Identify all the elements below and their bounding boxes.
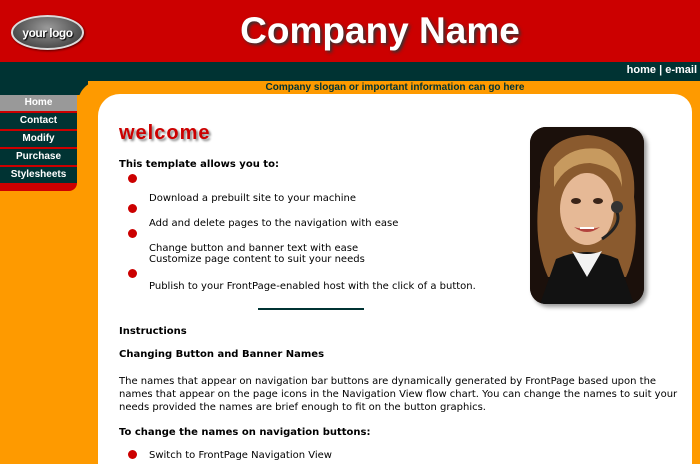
nav-stylesheets[interactable]: Stylesheets [0, 167, 77, 183]
header-banner [0, 0, 700, 62]
nav-bar [0, 95, 77, 191]
instructions-heading: Instructions [119, 326, 187, 337]
home-link[interactable]: home [626, 64, 656, 76]
woman-headset-photo [530, 127, 644, 304]
bullet-icon [128, 269, 137, 278]
nav-modify[interactable]: Modify [0, 131, 77, 147]
list-item: Switch to FrontPage Navigation View [128, 450, 332, 461]
nav-contact[interactable]: Contact [0, 113, 77, 129]
list-item: Add and delete pages to the navigation with ease [128, 207, 476, 220]
intro-text: This template allows you to: [119, 159, 279, 170]
changing-names-heading: Changing Button and Banner Names [119, 349, 325, 360]
content-panel [98, 94, 692, 464]
email-link[interactable]: e-mail [665, 64, 697, 76]
logo[interactable] [11, 15, 84, 50]
instructions-paragraph: The names that appear on navigation bar buttons are dynamically generated by FrontPage based upon the names that appear on the page icons in the Navigation View flow chart. You can change the names to suit your needs provided the names are brief enough to fit on the button graphics. [119, 376, 678, 413]
divider [258, 308, 364, 310]
bullet-icon [128, 450, 137, 459]
feature-list [128, 182, 476, 292]
list-item: Publish to your FrontPage-enabled host with the click of a button. [128, 270, 476, 283]
company-name: Company Name [240, 10, 520, 51]
bullet-icon [128, 174, 137, 183]
nav-home[interactable]: Home [0, 95, 77, 111]
bullet-icon [128, 204, 137, 213]
bullet-icon [128, 229, 137, 238]
nav-purchase[interactable]: Purchase [0, 149, 77, 165]
top-links [627, 64, 697, 76]
list-item: Change button and banner text with ease Customize page content to suit your needs [128, 232, 476, 258]
photo-illustration [530, 127, 644, 304]
link-separator: | [659, 64, 663, 76]
logo-text: your logo [22, 25, 73, 40]
slogan: Company slogan or important information can go here [265, 82, 525, 93]
top-band [0, 62, 700, 81]
list-item: Download a prebuilt site to your machine [128, 182, 476, 195]
band-inner [0, 81, 88, 95]
nav-buttons-heading: To change the names on navigation buttons: [119, 427, 371, 438]
welcome-heading: welcome [119, 122, 211, 144]
